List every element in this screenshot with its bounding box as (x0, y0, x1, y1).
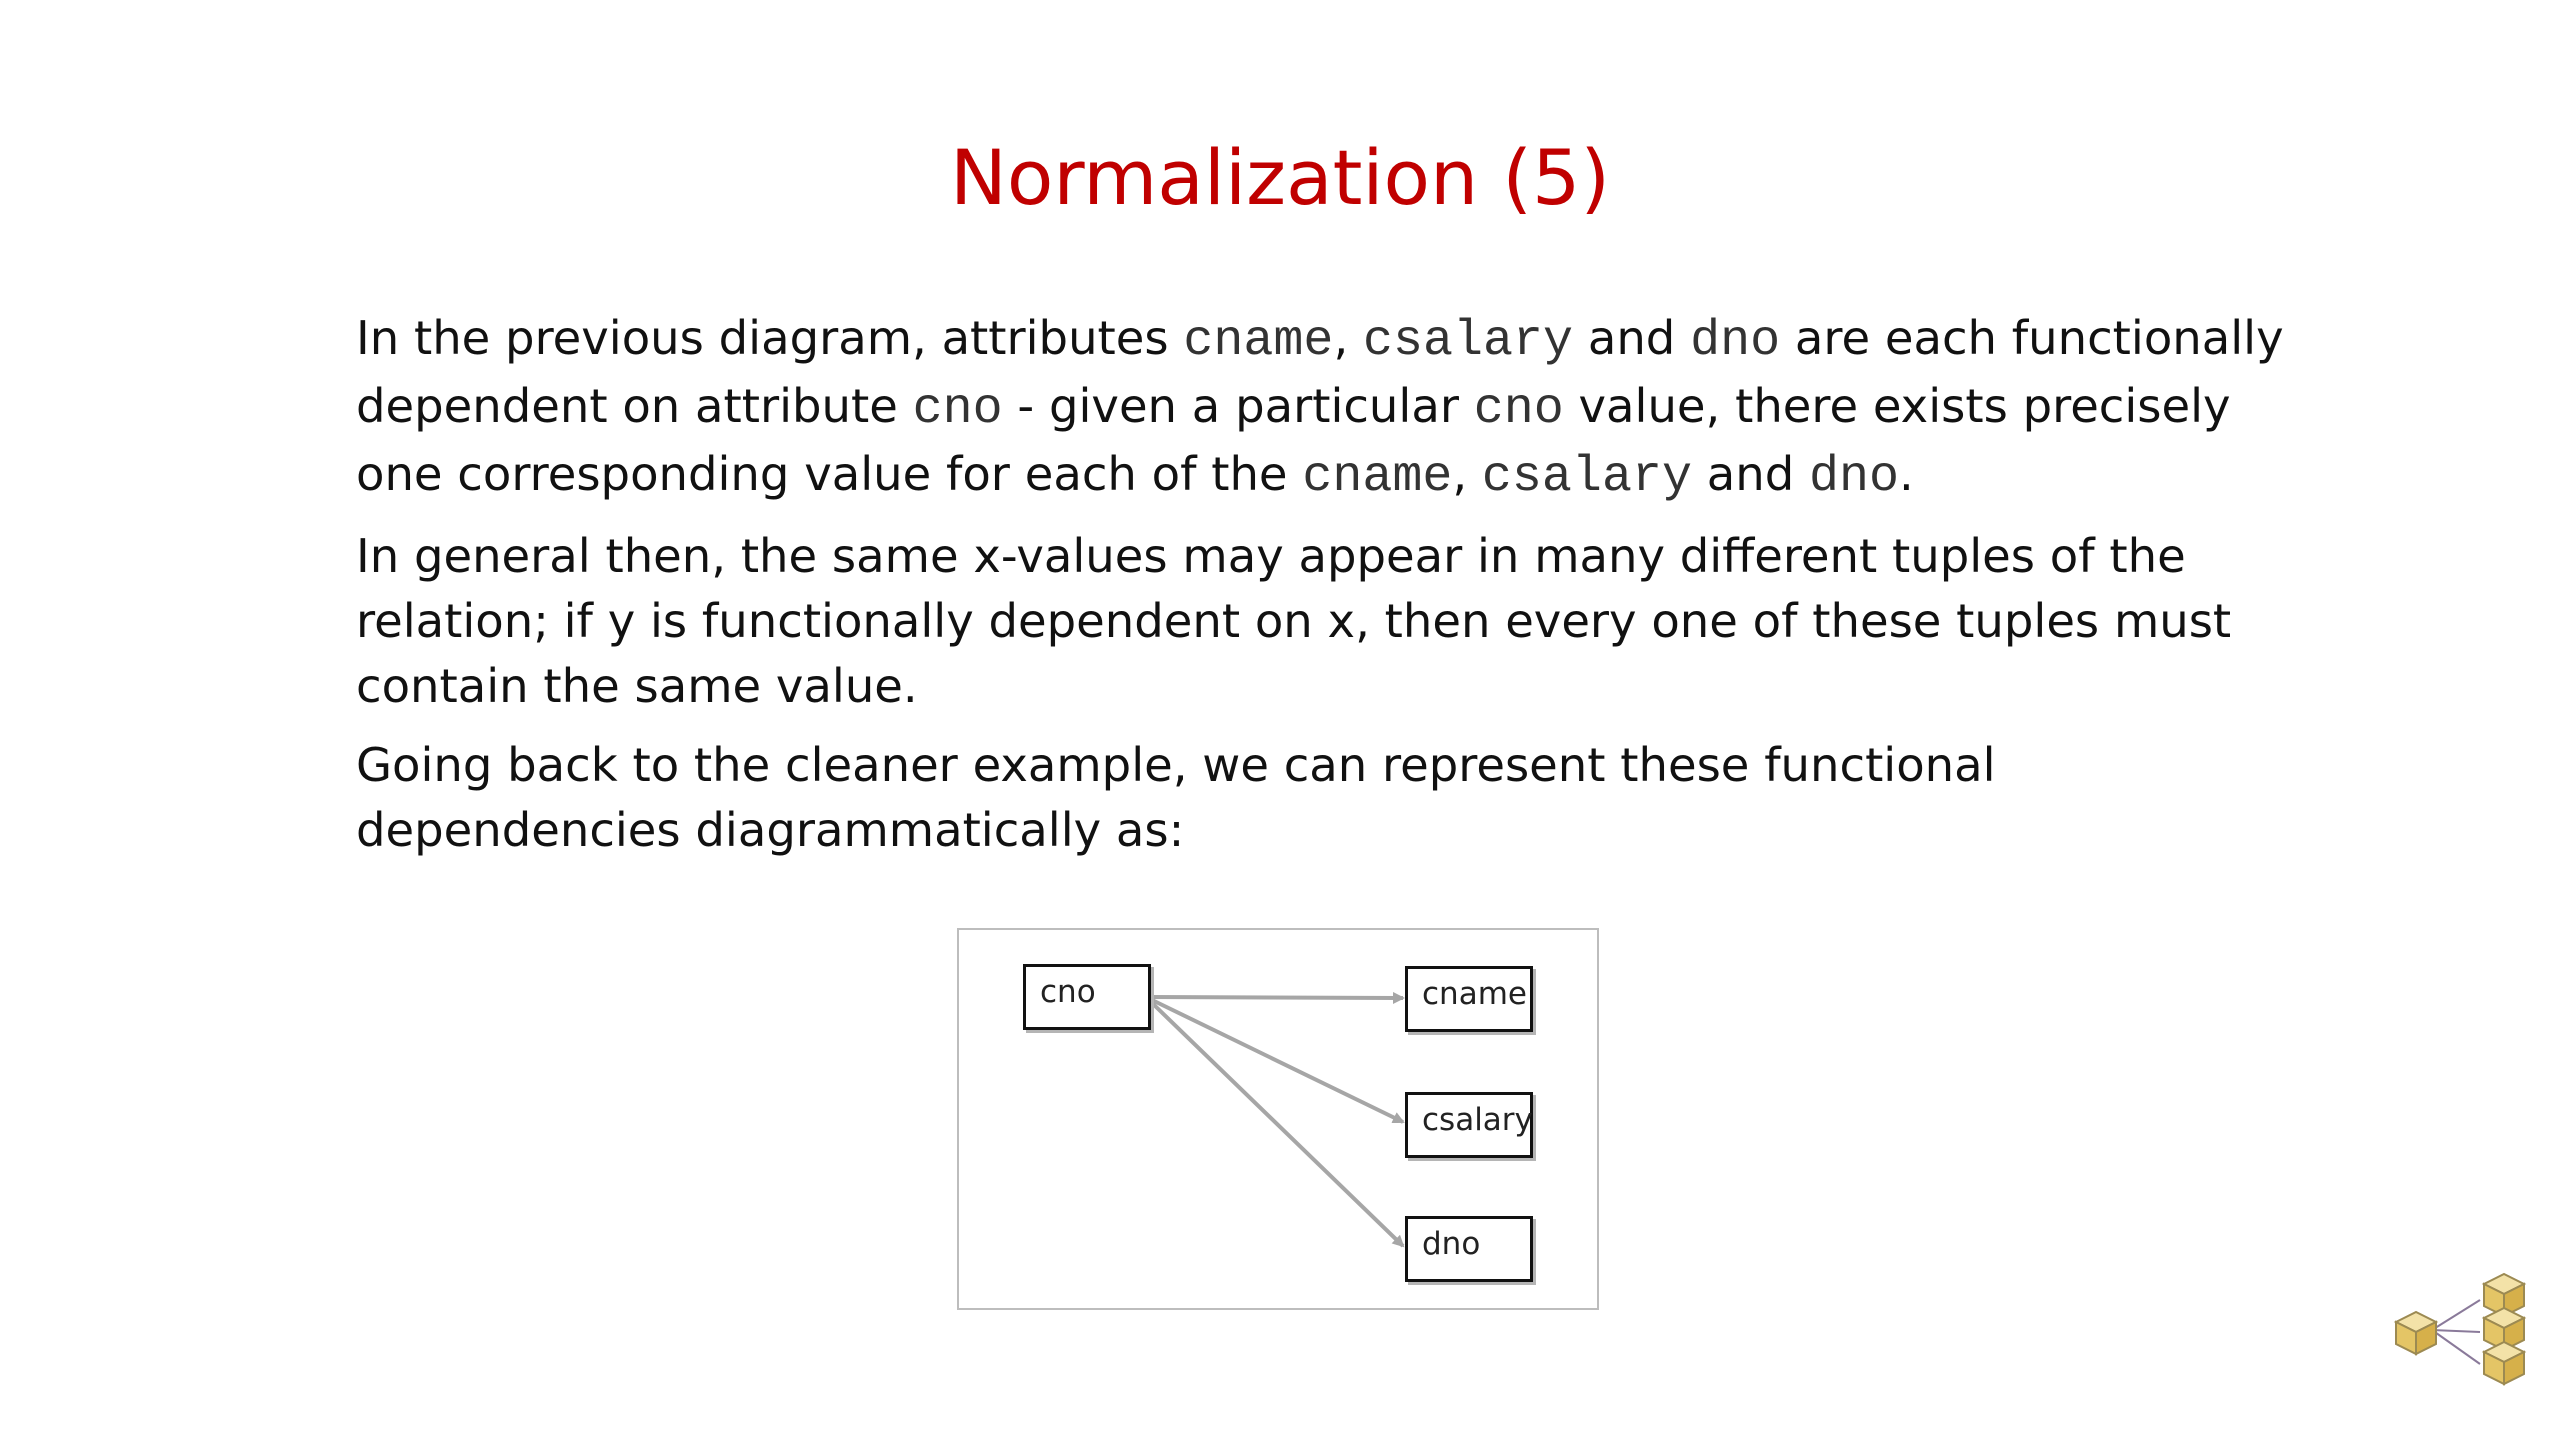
database-cubes-logo-icon (2388, 1270, 2538, 1410)
paragraph-2: In general then, the same x-values may appear in many different tuples of the relation; if y is functionally dependent on x, then every one of these tuples must contain the same value. (356, 529, 2232, 713)
node-csalary: csalary (1405, 1092, 1533, 1158)
slide-body (356, 306, 2316, 877)
code-csalary: csalary (1481, 449, 1692, 506)
paragraph-1: In the previous diagram, attributes cname, csalary and dno are each functionally dependent on attribute cno - given a particular cno value, there exists precisely one corresponding value for each of the cname, csalary and dno. (356, 311, 2284, 506)
paragraph-3: Going back to the cleaner example, we can represent these functional dependencies diagrammatically as: (356, 738, 1996, 857)
code-cno: cno (1473, 381, 1564, 438)
code-dno: dno (1690, 313, 1781, 370)
arrow-cno-to-csalary (1150, 999, 1403, 1122)
arrow-cno-to-cname (1150, 997, 1403, 998)
code-cname: cname (1302, 449, 1453, 506)
node-cname: cname (1405, 966, 1533, 1032)
code-cno: cno (912, 381, 1003, 438)
node-cno: cno (1023, 964, 1151, 1030)
code-csalary: csalary (1363, 313, 1574, 370)
code-dno: dno (1809, 449, 1900, 506)
code-cname: cname (1183, 313, 1334, 370)
arrow-cno-to-dno (1150, 1001, 1403, 1246)
node-dno: dno (1405, 1216, 1533, 1282)
functional-dependency-diagram (957, 928, 1599, 1310)
slide-title: Normalization (5) (950, 133, 1610, 222)
